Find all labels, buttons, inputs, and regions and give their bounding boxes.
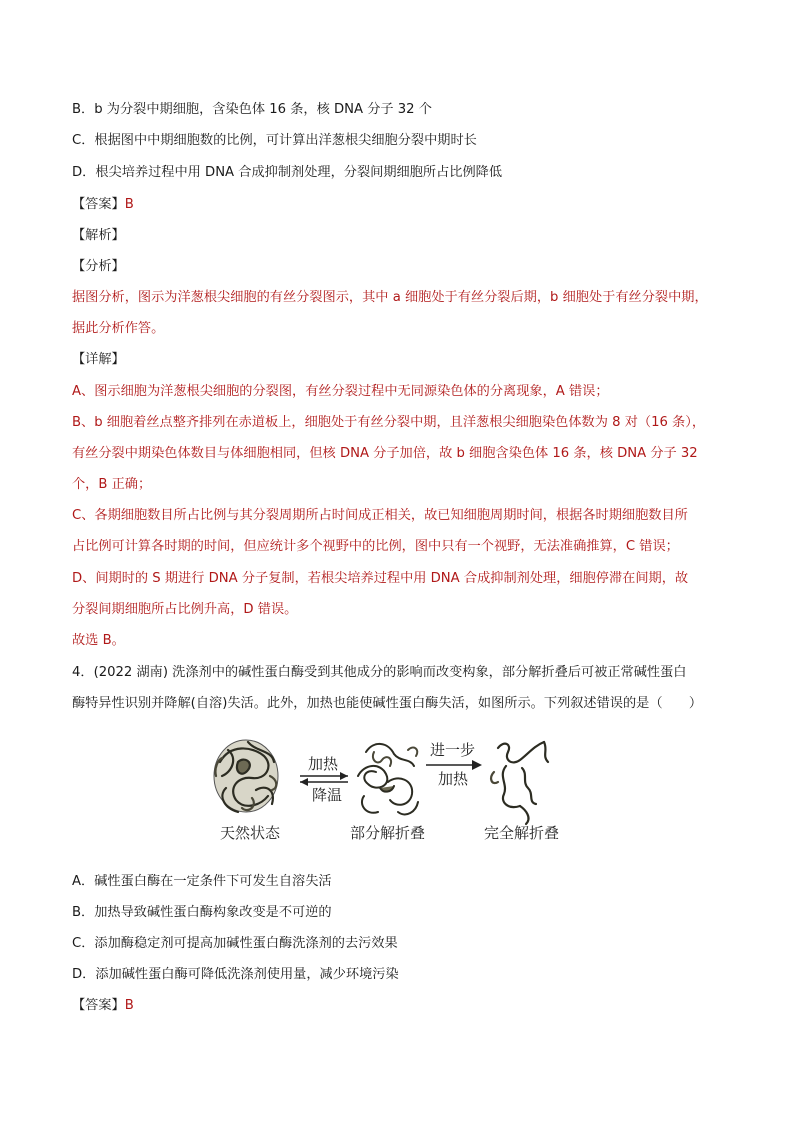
q4-answer-value: B <box>124 998 134 1013</box>
answer-value: B <box>124 197 134 212</box>
fenxi-line-2: 据此分析作答。 <box>72 321 165 336</box>
irreversible-arrow <box>426 741 482 788</box>
arrow1-top-label: 加热 <box>308 755 339 773</box>
state2-label: 部分解折叠 <box>350 824 426 842</box>
state1-label: 天然状态 <box>220 824 281 842</box>
fully-unfolded-protein-image <box>491 742 548 824</box>
q4-option-c: C．添加酶稳定剂可提高加碱性蛋白酶洗涤剂的去污效果 <box>72 936 398 951</box>
q4-stem-line-1: 4．(2022 湖南) 洗涤剂中的碱性蛋白酶受到其他成分的影响而改变构象，部分解折叠后可被正常碱性蛋白 <box>72 665 687 680</box>
explain-b-2: 有丝分裂中期染色体数目与体细胞相同，但核 DNA 分子加倍，故 b 细胞含染色体 16 条，核 DNA 分子 32 <box>72 446 698 461</box>
state3-label: 完全解折叠 <box>484 824 560 842</box>
reversible-arrow <box>300 755 348 804</box>
arrow2-bottom-label: 加热 <box>438 770 469 788</box>
native-protein-image <box>214 740 278 812</box>
explain-c-2: 占比例可计算各时期的时间，但应统计多个视野中的比例，图中只有一个视野，无法准确推算，C 错误； <box>72 539 679 554</box>
xiangjie-tag: 【详解】 <box>72 352 125 367</box>
explain-b-3: 个，B 正确； <box>72 477 152 492</box>
arrow1-bottom-label: 降温 <box>312 786 343 804</box>
q3-answer <box>72 196 134 214</box>
q3-option-b: B．b 为分裂中期细胞，含染色体 16 条，核 DNA 分子 32 个 <box>72 102 432 117</box>
q4-option-d: D．添加碱性蛋白酶可降低洗涤剂使用量，减少环境污染 <box>72 967 399 982</box>
partially-unfolded-protein-image <box>358 744 418 814</box>
protein-unfolding-figure <box>208 732 588 856</box>
q4-answer-tag: 【答案】 <box>72 998 125 1013</box>
q3-option-d: D．根尖培养过程中用 DNA 合成抑制剂处理，分裂间期细胞所占比例降低 <box>72 165 503 180</box>
explain-d-1: D、间期时的 S 期进行 DNA 分子复制，若根尖培养过程中用 DNA 合成抑制剂处理，细胞停滞在间期，故 <box>72 571 689 586</box>
q4-answer <box>72 997 134 1015</box>
explain-d-2: 分裂间期细胞所占比例升高，D 错误。 <box>72 602 298 617</box>
explain-b-1: B、b 细胞着丝点整齐排列在赤道板上，细胞处于有丝分裂中期，且洋葱根尖细胞染色体数为 8 对（16 条）， <box>72 415 706 430</box>
q3-option-c: C．根据图中中期细胞数的比例，可计算出洋葱根尖细胞分裂中期时长 <box>72 133 477 148</box>
conclusion: 故选 B。 <box>72 633 125 648</box>
arrow2-top-label: 进一步 <box>430 741 476 759</box>
answer-tag: 【答案】 <box>72 197 125 212</box>
fenxi-line-1: 据图分析，图示为洋葱根尖细胞的有丝分裂图示，其中 a 细胞处于有丝分裂后期，b 细胞处于有丝分裂中期， <box>72 290 708 305</box>
jiexi-tag: 【解析】 <box>72 228 125 243</box>
q4-option-b: B．加热导致碱性蛋白酶构象改变是不可逆的 <box>72 905 332 920</box>
q4-stem-line-2: 酶特异性识别并降解(自溶)失活。此外，加热也能使碱性蛋白酶失活，如图所示。下列叙述错误的是（ ） <box>72 696 703 711</box>
explain-a: A、图示细胞为洋葱根尖细胞的分裂图，有丝分裂过程中无同源染色体的分离现象，A 错误； <box>72 384 609 399</box>
q4-option-a: A．碱性蛋白酶在一定条件下可发生自溶失活 <box>72 874 332 889</box>
fenxi-tag: 【分析】 <box>72 259 125 274</box>
explain-c-1: C、各期细胞数目所占比例与其分裂周期所占时间成正相关，故已知细胞周期时间，根据各时期细胞数目所 <box>72 508 688 523</box>
